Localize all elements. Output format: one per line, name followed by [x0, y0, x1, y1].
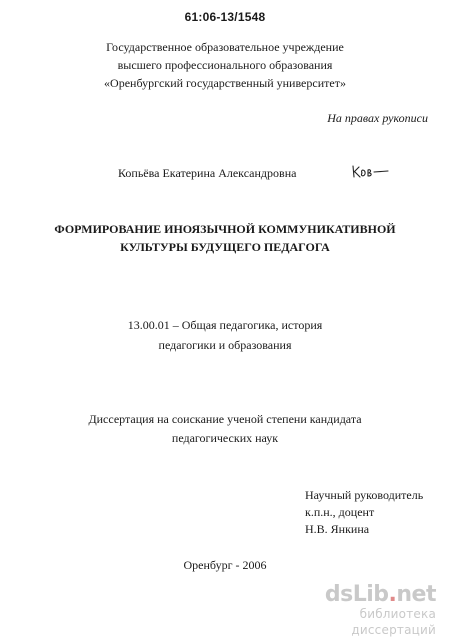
supervisor-line: к.п.н., доцент	[305, 505, 375, 519]
title-line: КУЛЬТУРЫ БУДУЩЕГО ПЕДАГОГА	[120, 240, 330, 254]
archive-code: 61:06-13/1548	[184, 10, 266, 24]
degree-line: педагогических наук	[171, 431, 279, 445]
watermark-logo-dot: .	[388, 582, 397, 607]
institution-line: Государственное образовательное учреждение	[106, 40, 344, 54]
supervisor-line: Н.В. Янкина	[305, 522, 370, 536]
specialty-line: 13.00.01 – Общая педагогика, история	[127, 318, 323, 332]
institution-line: высшего профессионального образования	[117, 58, 333, 72]
institution-block	[0, 38, 450, 92]
specialty-line: педагогики и образования	[158, 338, 292, 352]
degree-line: Диссертация на соискание ученой степени кандидата	[88, 412, 362, 426]
supervisor-block	[305, 487, 423, 538]
watermark-subtitle: библиотека диссертаций	[351, 607, 436, 637]
manuscript-note: На правах рукописи	[327, 111, 428, 125]
watermark-logo-prefix: dsLib	[324, 582, 389, 607]
title-line: ФОРМИРОВАНИЕ ИНОЯЗЫЧНОЙ КОММУНИКАТИВНОЙ	[54, 222, 396, 236]
institution-line: «Оренбургский государственный университет»	[104, 76, 346, 90]
watermark-logo-suffix: net	[396, 582, 436, 607]
degree-block	[0, 410, 450, 448]
city-year: Оренбург - 2006	[183, 558, 267, 572]
author-signature	[350, 160, 390, 182]
watermark-logo	[276, 584, 436, 606]
dissertation-title	[0, 220, 450, 256]
dslib-watermark[interactable]	[276, 584, 436, 638]
specialty-block	[0, 315, 450, 355]
author-name: Копьёва Екатерина Александровна	[118, 166, 297, 180]
supervisor-line: Научный руководитель	[305, 488, 424, 502]
